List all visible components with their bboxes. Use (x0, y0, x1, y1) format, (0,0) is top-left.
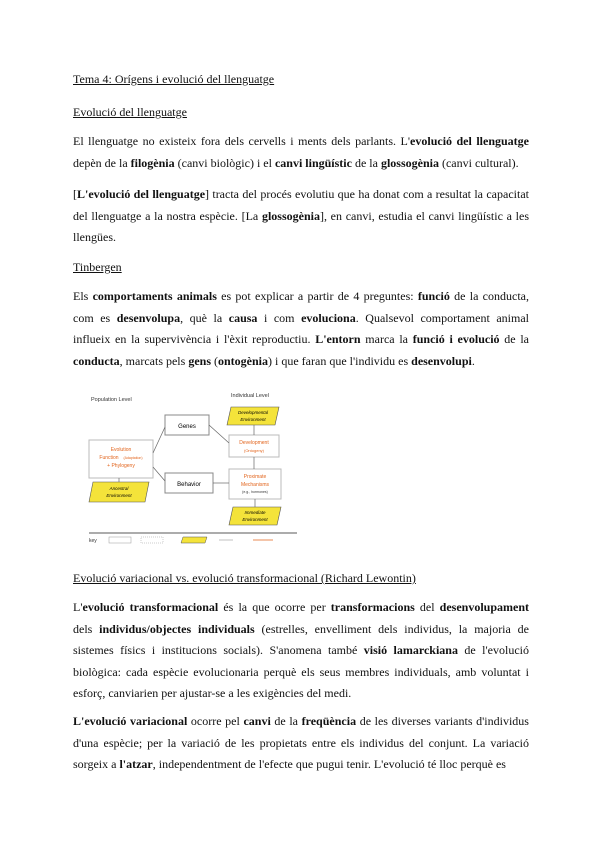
text-run: ocorre pel (187, 714, 244, 728)
paragraph (73, 286, 529, 372)
mechanisms-label: Mechanisms (240, 482, 270, 488)
ancestral-label-2: Environment (106, 493, 132, 498)
bold-term: L'evolució del llenguatge (77, 187, 206, 201)
paragraph (73, 184, 529, 249)
text-run: , marcats pels (119, 353, 189, 368)
bold-term: L'entorn (315, 332, 361, 346)
bold-term: canvi lingüístic (274, 155, 352, 170)
text-run: depèn de la (73, 155, 131, 170)
text-run: . (471, 353, 475, 368)
text-run: del (414, 600, 440, 614)
function-label: Function (99, 455, 119, 461)
bold-term: desenvolupa (116, 310, 181, 325)
text-run: de la (499, 332, 529, 346)
text-run: de la (270, 714, 302, 728)
ontogeny-label: (Ontogeny) (243, 448, 265, 453)
text-run: . Qualsevol comportament animal influeix en la supervivència i l'èxit reproductiu. (73, 310, 529, 346)
function-note: (Adaptation) (123, 456, 143, 460)
text-run: , independentment de l'efecte que pugui tenir. L'evolució té lloc perquè es (152, 757, 506, 771)
text-run: marca la (360, 332, 413, 346)
ancestral-environment-box (89, 482, 149, 502)
bold-term: desenvolupi (411, 353, 472, 368)
bold-term: filogènia (130, 155, 175, 170)
genes-label: Genes (178, 424, 196, 430)
individual-level-label: Individual Level (231, 393, 269, 399)
paragraph (73, 597, 529, 705)
bold-term: gens (188, 353, 211, 368)
dev-env-label-2: Environment (240, 417, 266, 422)
text-run: Els (73, 289, 93, 303)
tinbergen-diagram (83, 385, 373, 545)
paragraph (73, 131, 529, 174)
bold-term: evolució del llenguatge (410, 134, 529, 148)
bold-term: freqüència (301, 714, 357, 728)
bold-term: visió lamarckiana (363, 643, 458, 657)
bold-term: ontogènia (218, 353, 269, 368)
text-run: [ (73, 187, 77, 201)
bold-term: desenvolupament (439, 600, 529, 614)
section-heading-lewontin: Evolució variacional vs. evolució transformacional (Richard Lewontin) (73, 571, 416, 585)
text-run: de la conducta, com es (73, 289, 529, 325)
key-swatch-box (109, 537, 131, 543)
bold-term: causa (228, 310, 258, 325)
text-run: de la (351, 155, 381, 170)
development-box (229, 435, 279, 457)
text-run: (canvi biològic) i el (174, 155, 275, 170)
bold-term: funció i evolució (412, 332, 500, 346)
bold-term: evolució transformacional (82, 600, 219, 614)
behavior-label: Behavior (177, 482, 201, 488)
bold-term: funció (417, 289, 450, 303)
paragraph (73, 711, 529, 776)
bold-term: conducta (73, 353, 120, 368)
document-title: Tema 4: Orígens i evolució del llenguatge (73, 72, 275, 86)
text-run: i com (257, 310, 302, 325)
text-run: es pot explicar a partir de 4 preguntes: (216, 289, 418, 303)
text-run: és la que ocorre per (218, 600, 331, 614)
proximate-label: Proximate (243, 474, 267, 480)
text-run: ) i que faran que l'individu es (268, 353, 412, 368)
section-heading-evolucio: Evolució del llenguatge (73, 105, 187, 119)
ancestral-label: Ancestral (109, 486, 129, 491)
dev-env-label: Developmental (237, 410, 269, 415)
bold-term: evoluciona (301, 310, 356, 325)
bold-term: transformacions (330, 600, 415, 614)
text-run: de les diverses variants d'individus d'una espècie; per la variació de les propietats entre els individus del conjunt. La variació sorgeix a (73, 714, 529, 771)
key-swatch-dashed (141, 537, 163, 543)
section-heading-tinbergen: Tinbergen (73, 260, 122, 274)
phylogeny-label: + Phylogeny (107, 463, 135, 469)
evolution-label: Evolution (110, 447, 132, 453)
bold-term: glossogènia (261, 208, 320, 223)
bold-term: comportaments animals (92, 289, 217, 303)
bold-term: canvi (243, 714, 271, 728)
text-run: ], en canvi, estudia el canvi lingüístic a les llengües. (73, 208, 529, 244)
bold-term: individus/objectes individuals (99, 621, 255, 636)
development-label: Development (239, 440, 269, 446)
text-run: ] tracta del procés evolutiu que ha donat com a resultat la capacitat del llenguatge a la nostra espècie. [La (73, 187, 529, 223)
text-run: de l'evolució biològica: cada espècie evolucionaria perquè els seus membres individuals, amb voluntat i esforç, canviarien per ajustar-se a les exigències del medi. (73, 643, 529, 700)
immediate-label: Immediate (244, 510, 266, 515)
mechanisms-note: (e.g., hormones) (242, 490, 268, 494)
text-run: dels (73, 621, 100, 636)
text-run: (canvi cultural). (438, 155, 519, 170)
immediate-label-2: Environment (242, 517, 268, 522)
bold-term: glossogènia (380, 155, 439, 170)
text-run: , què la (180, 310, 229, 325)
text-run: (estrelles, envelliment dels individus, la majoria de sistemes físics i institucions socials). S'anomena també (73, 621, 529, 657)
bold-term: L'evolució variacional (73, 714, 188, 728)
text-run: L' (73, 600, 83, 614)
population-level-label: Population Level (91, 397, 132, 403)
key-label: key (89, 538, 97, 544)
text-run: El llenguatge no existeix fora dels cervells i ments dels parlants. L' (73, 134, 411, 148)
bold-term: l'atzar (119, 757, 153, 771)
text-run: ( (211, 353, 218, 368)
key-swatch-env (181, 537, 207, 543)
